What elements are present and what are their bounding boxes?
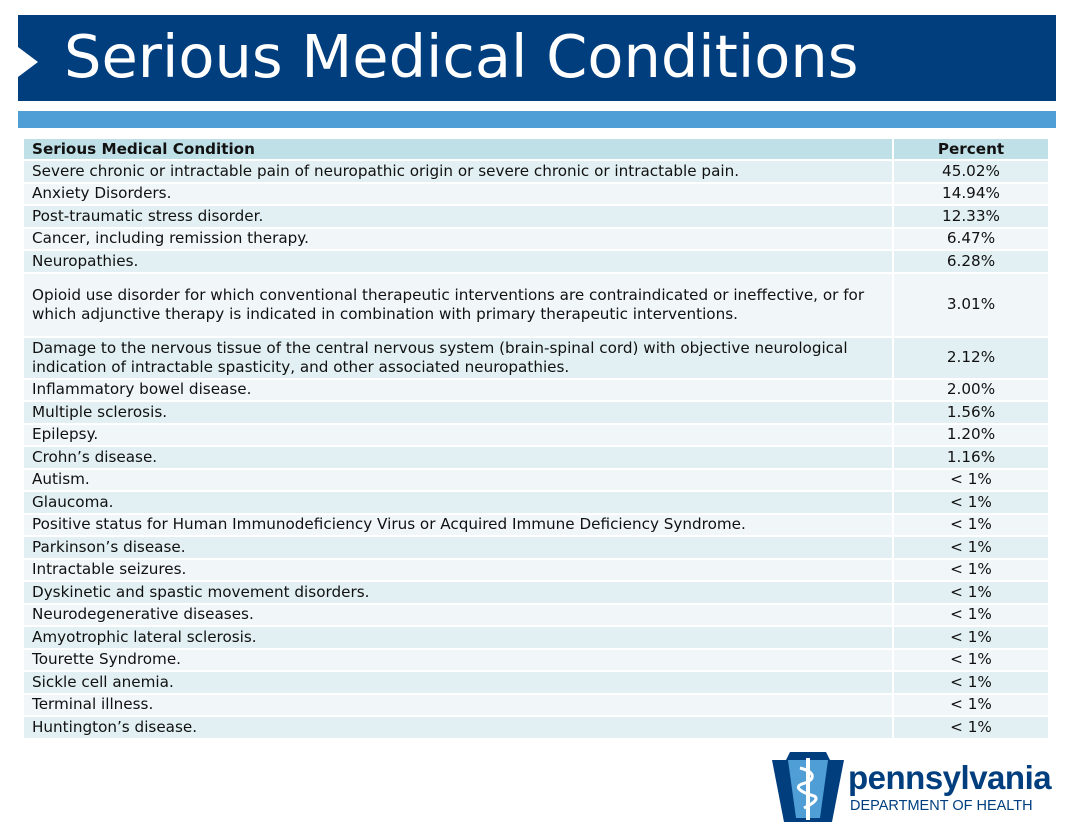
row-percent: < 1% <box>892 627 1048 648</box>
keystone-icon <box>772 752 844 824</box>
row-condition: Post-traumatic stress disorder. <box>24 206 892 227</box>
row-condition: Multiple sclerosis. <box>24 402 892 423</box>
row-percent: 45.02% <box>892 161 1048 182</box>
row-percent: 12.33% <box>892 206 1048 227</box>
header-condition: Serious Medical Condition <box>24 139 892 159</box>
table-row <box>24 402 1048 423</box>
table-row <box>24 672 1048 693</box>
table-row <box>24 470 1048 491</box>
accent-bar <box>18 111 1056 128</box>
row-condition: Opioid use disorder for which conventional therapeutic interventions are contraindicated or ineffective, or for which adjunctive therapy is indicated in combination with primary therapeutic interventions. <box>24 274 892 336</box>
table-row <box>24 582 1048 603</box>
row-percent: < 1% <box>892 672 1048 693</box>
row-percent: 3.01% <box>892 274 1048 336</box>
row-percent: 2.12% <box>892 338 1048 378</box>
row-percent: < 1% <box>892 717 1048 738</box>
table-row <box>24 251 1048 272</box>
row-condition: Inflammatory bowel disease. <box>24 380 892 401</box>
row-condition: Anxiety Disorders. <box>24 184 892 205</box>
page-title: Serious Medical Conditions <box>64 22 859 91</box>
row-condition: Dyskinetic and spastic movement disorders. <box>24 582 892 603</box>
row-condition: Parkinson’s disease. <box>24 537 892 558</box>
row-percent: 14.94% <box>892 184 1048 205</box>
row-condition: Severe chronic or intractable pain of neuropathic origin or severe chronic or intractable pain. <box>24 161 892 182</box>
row-percent: 1.20% <box>892 425 1048 446</box>
row-condition: Tourette Syndrome. <box>24 650 892 671</box>
row-percent: < 1% <box>892 695 1048 716</box>
row-condition: Cancer, including remission therapy. <box>24 229 892 250</box>
row-percent: 6.28% <box>892 251 1048 272</box>
row-condition: Crohn’s disease. <box>24 447 892 468</box>
title-arrow-icon <box>18 47 38 77</box>
table-row <box>24 492 1048 513</box>
table-row <box>24 338 1048 378</box>
row-percent: < 1% <box>892 605 1048 626</box>
table-row <box>24 274 1048 336</box>
table-row <box>24 425 1048 446</box>
logo-wordmark: pennsylvania <box>848 759 1052 796</box>
table-row <box>24 537 1048 558</box>
row-percent: < 1% <box>892 650 1048 671</box>
row-condition: Positive status for Human Immunodeficiency Virus or Acquired Immune Deficiency Syndrome. <box>24 515 892 536</box>
row-condition: Amyotrophic lateral sclerosis. <box>24 627 892 648</box>
row-percent: 2.00% <box>892 380 1048 401</box>
table-row <box>24 717 1048 738</box>
table-row <box>24 560 1048 581</box>
row-percent: < 1% <box>892 470 1048 491</box>
table-row <box>24 161 1048 182</box>
table-row <box>24 695 1048 716</box>
row-percent: 1.16% <box>892 447 1048 468</box>
title-bar <box>18 15 1056 101</box>
table-row <box>24 206 1048 227</box>
row-percent: 6.47% <box>892 229 1048 250</box>
logo-subtitle: DEPARTMENT OF HEALTH <box>850 798 1033 814</box>
row-condition: Sickle cell anemia. <box>24 672 892 693</box>
table-row <box>24 380 1048 401</box>
row-condition: Intractable seizures. <box>24 560 892 581</box>
table-row <box>24 184 1048 205</box>
row-condition: Autism. <box>24 470 892 491</box>
row-condition: Huntington’s disease. <box>24 717 892 738</box>
row-percent: < 1% <box>892 582 1048 603</box>
row-percent: < 1% <box>892 560 1048 581</box>
row-percent: 1.56% <box>892 402 1048 423</box>
table-row <box>24 515 1048 536</box>
table-body <box>24 161 1048 738</box>
table-header-row <box>24 139 1048 159</box>
row-percent: < 1% <box>892 537 1048 558</box>
row-condition: Epilepsy. <box>24 425 892 446</box>
row-condition: Neurodegenerative diseases. <box>24 605 892 626</box>
table-row <box>24 650 1048 671</box>
row-condition: Damage to the nervous tissue of the central nervous system (brain-spinal cord) with objective neurological indication of intractable spasticity, and other associated neuropathies. <box>24 338 892 378</box>
table-row <box>24 229 1048 250</box>
table-row <box>24 447 1048 468</box>
pa-doh-logo <box>772 752 1062 824</box>
table-row <box>24 627 1048 648</box>
conditions-table <box>24 137 1048 740</box>
row-condition: Neuropathies. <box>24 251 892 272</box>
row-condition: Glaucoma. <box>24 492 892 513</box>
row-condition: Terminal illness. <box>24 695 892 716</box>
table-row <box>24 605 1048 626</box>
row-percent: < 1% <box>892 515 1048 536</box>
row-percent: < 1% <box>892 492 1048 513</box>
header-percent: Percent <box>892 139 1048 159</box>
